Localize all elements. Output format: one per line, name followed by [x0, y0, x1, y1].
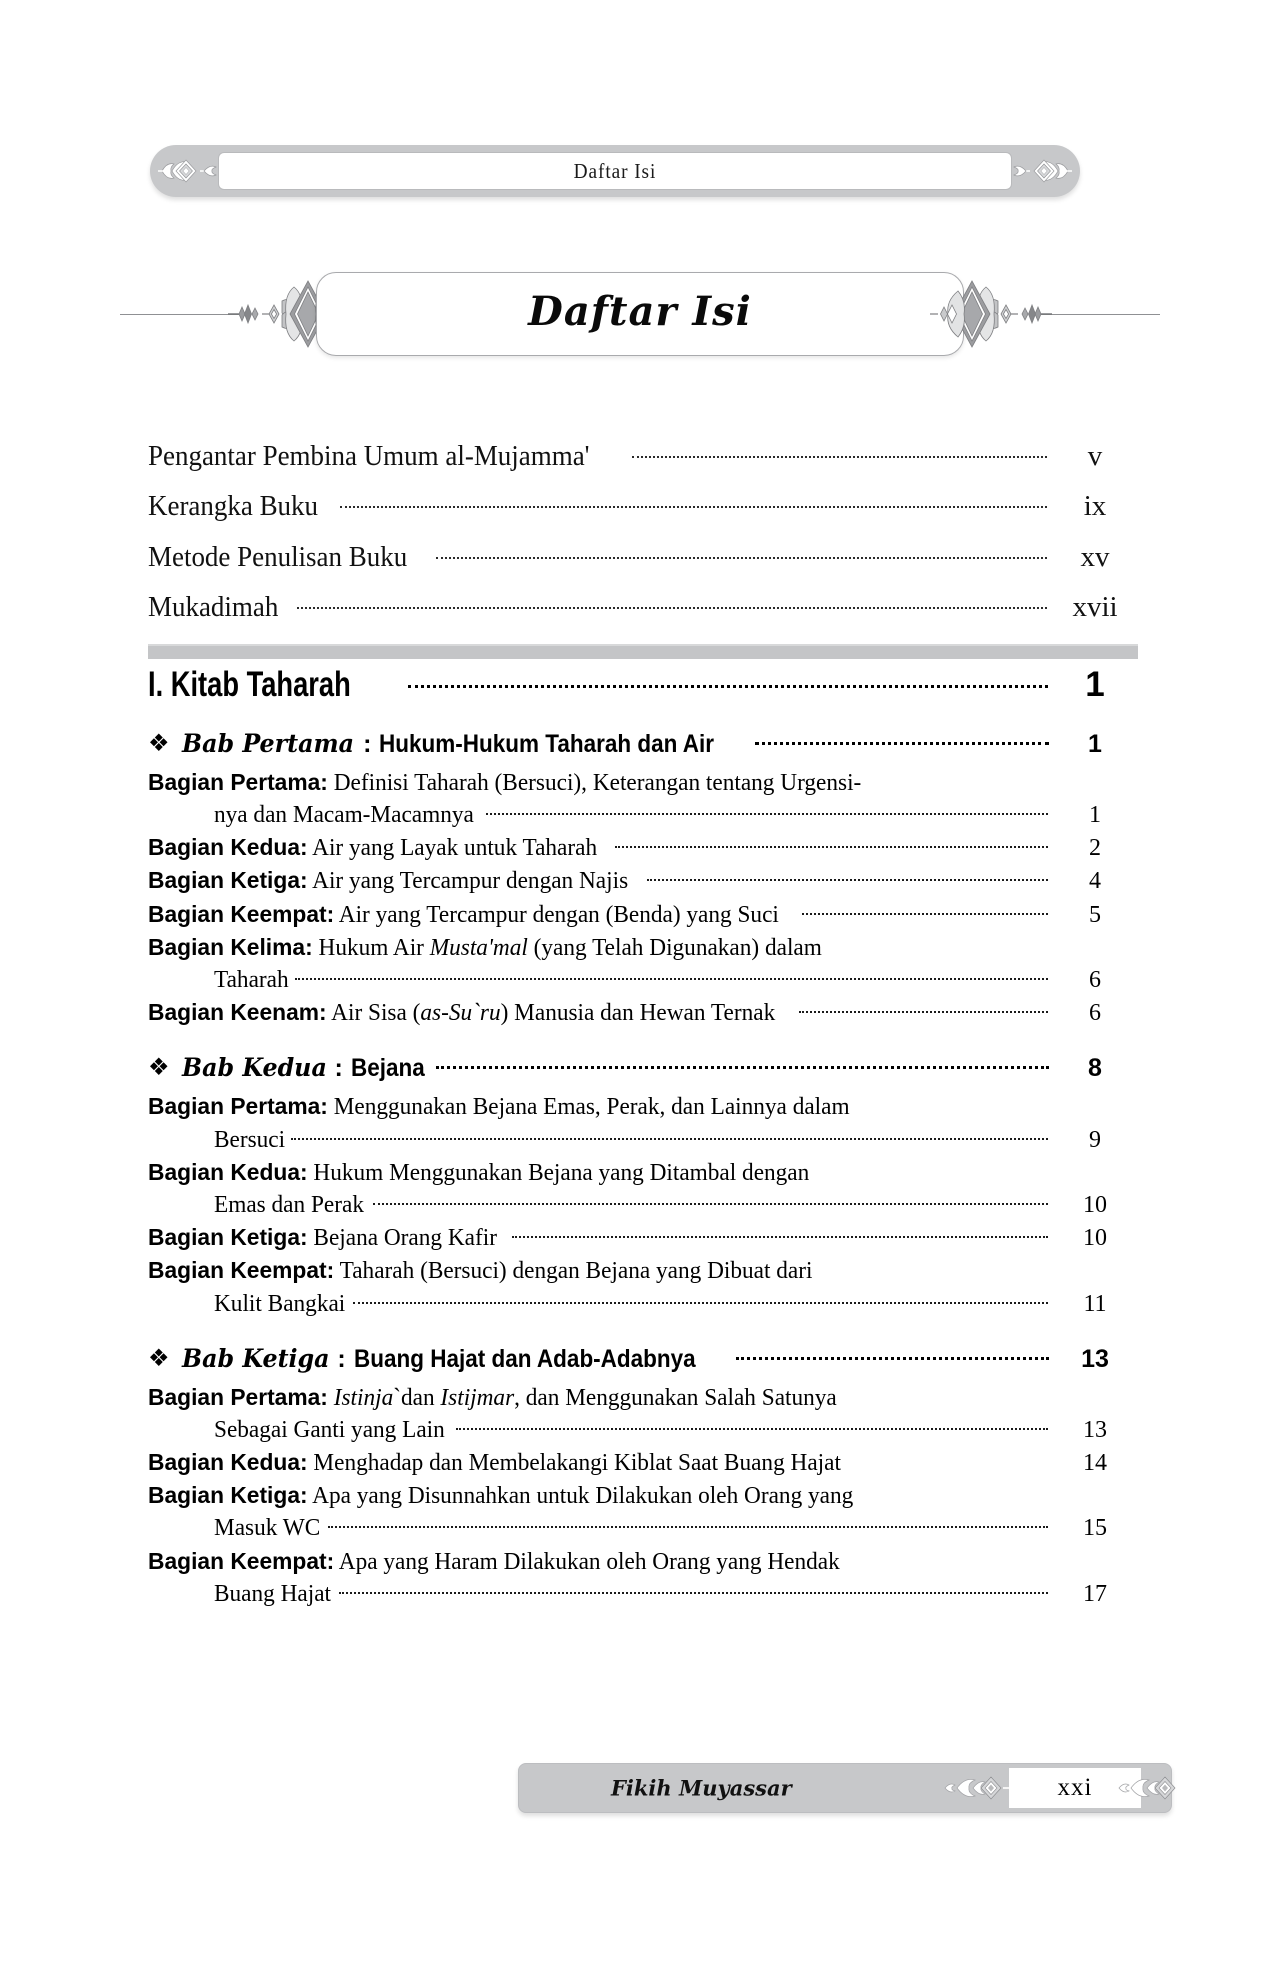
banner-rule-left	[120, 314, 240, 315]
chapter-page-number: 13	[1081, 1344, 1109, 1373]
title-plate	[316, 272, 964, 356]
banner-ornament-right-icon	[928, 271, 1056, 357]
chapter-name: Bab Ketiga	[182, 1343, 330, 1373]
footer-ornament-left-icon	[943, 1769, 1013, 1807]
leader-dots	[486, 813, 1048, 815]
leader-dots	[512, 1236, 1048, 1238]
header-title-plate	[218, 152, 1012, 190]
section-page-number: 17	[1083, 1580, 1107, 1607]
footer-page-number: xxi	[1057, 1774, 1093, 1801]
section-page-number: 14	[1083, 1450, 1107, 1477]
page-title: Daftar Isi	[528, 288, 752, 335]
section-title: Definisi Taharah (Bersuci), Keterangan tentang Urgensi-	[333, 769, 862, 796]
section-title: Air yang Layak untuk Taharah	[312, 835, 598, 862]
section-page-number: 9	[1089, 1126, 1101, 1153]
chapter-colon: :	[363, 729, 372, 758]
chapter-colon: :	[334, 1054, 343, 1083]
toc-section-entry[interactable]	[148, 899, 1138, 931]
section-label: Bagian Kelima:	[148, 933, 313, 960]
section-title-continued: Bersuci	[214, 1126, 286, 1153]
leader-dots	[340, 506, 1047, 508]
front-matter-label: Mukadimah	[148, 591, 279, 624]
section-title: Air yang Tercampur dengan Najis	[312, 868, 629, 895]
section-line-primary	[148, 1157, 1138, 1189]
section-title: Menggunakan Bejana Emas, Perak, dan Lainnya dalam	[333, 1094, 850, 1121]
section-title-continued: nya dan Macam-Macamnya	[214, 802, 474, 829]
chapter-list	[148, 729, 1138, 1610]
toc-section-entry[interactable]	[148, 997, 1138, 1029]
section-line-continuation	[148, 965, 1138, 996]
section-title: Apa yang Haram Dilakukan oleh Orang yang Hendak	[338, 1548, 840, 1575]
section-line-continuation	[148, 800, 1138, 831]
section-page-number: 1	[1089, 802, 1101, 829]
running-header	[150, 145, 1080, 197]
chapter-bullet-icon: ❖	[148, 1055, 170, 1082]
section-page-number: 15	[1083, 1515, 1107, 1542]
chapter-page-number: 8	[1088, 1054, 1102, 1083]
section-label: Bagian Pertama:	[148, 768, 328, 795]
section-label: Bagian Pertama:	[148, 1093, 328, 1120]
chapter-page-number: 1	[1088, 729, 1102, 758]
part-separator-bar	[148, 644, 1138, 659]
part-label: I. Kitab Taharah	[148, 664, 351, 704]
header-ornament-right-icon	[1008, 151, 1074, 191]
footer-book-title: Fikih Muyassar	[611, 1775, 792, 1801]
leader-dots	[755, 742, 1049, 745]
toc-section-entry[interactable]	[148, 767, 1138, 831]
leader-dots	[408, 685, 1048, 688]
section-title-continued: Buang Hajat	[214, 1580, 332, 1607]
toc-section-entry[interactable]	[148, 1382, 1138, 1446]
front-matter-page-number: xv	[1080, 540, 1110, 573]
section-label: Bagian Kedua:	[148, 1158, 308, 1185]
toc-section-entry[interactable]	[148, 1255, 1138, 1319]
leader-dots	[615, 846, 1048, 848]
chapter-bullet-icon: ❖	[148, 1345, 170, 1372]
leader-dots	[802, 913, 1048, 915]
table-of-contents	[148, 440, 1138, 1611]
section-title: Air yang Tercampur dengan (Benda) yang Suci	[338, 901, 779, 928]
toc-chapter-entry[interactable]	[148, 1053, 1138, 1083]
section-line-primary	[148, 832, 1138, 864]
toc-section-entry[interactable]	[148, 1222, 1138, 1254]
header-title: Daftar Isi	[573, 158, 657, 183]
toc-section-entry[interactable]	[148, 1546, 1138, 1610]
section-page-number: 6	[1089, 1000, 1101, 1027]
section-title: Apa yang Disunnahkan untuk Dilakukan oleh Orang yang	[312, 1483, 854, 1510]
section-label: Bagian Keempat:	[148, 900, 335, 927]
leader-dots	[295, 978, 1048, 980]
banner-rule-right	[1040, 314, 1160, 315]
section-page-number: 13	[1083, 1416, 1107, 1443]
section-title: Taharah (Bersuci) dengan Bejana yang Dibuat dari	[339, 1258, 813, 1285]
section-line-primary	[148, 997, 1138, 1029]
leader-dots	[456, 1428, 1048, 1430]
page-footer	[518, 1763, 1172, 1813]
section-line-primary	[148, 932, 1138, 964]
section-line-continuation	[148, 1190, 1138, 1221]
section-line-continuation	[148, 1415, 1138, 1446]
chapter-title: Hukum-Hukum Taharah dan Air	[379, 729, 715, 758]
leader-dots	[799, 1011, 1048, 1013]
section-line-primary	[148, 865, 1138, 897]
section-label: Bagian Keempat:	[148, 1547, 335, 1574]
section-title: Istinja`dan Istijmar, dan Menggunakan Salah Satunya	[333, 1384, 837, 1411]
section-line-primary	[148, 1222, 1138, 1254]
section-page-number: 11	[1083, 1290, 1107, 1317]
section-title-continued: Sebagai Ganti yang Lain	[214, 1416, 445, 1443]
header-ornament-left-icon	[156, 151, 222, 191]
section-title: Menghadap dan Membelakangi Kiblat Saat Buang Hajat	[313, 1450, 841, 1477]
leader-dots	[436, 557, 1047, 559]
toc-section-entry[interactable]	[148, 1447, 1138, 1479]
chapter-colon: :	[337, 1344, 346, 1373]
section-label: Bagian Ketiga:	[148, 1224, 308, 1251]
section-page-number: 10	[1083, 1191, 1107, 1218]
chapter-bullet-icon: ❖	[148, 730, 170, 757]
toc-section-entry[interactable]	[148, 1480, 1138, 1544]
leader-dots	[353, 1302, 1048, 1304]
section-title-continued: Taharah	[214, 967, 289, 993]
toc-section-entry[interactable]	[148, 832, 1138, 864]
front-matter-page-number: v	[1087, 440, 1103, 472]
section-line-continuation	[148, 1579, 1138, 1610]
section-title-continued: Kulit Bangkai	[214, 1290, 346, 1317]
section-title: Air Sisa (as-Su`ru) Manusia dan Hewan Ternak	[331, 1000, 776, 1027]
section-page-number: 6	[1089, 967, 1101, 993]
title-banner	[120, 258, 1160, 370]
section-line-primary	[148, 1255, 1138, 1287]
toc-section-entry[interactable]	[148, 1157, 1138, 1221]
section-page-number: 5	[1089, 901, 1101, 928]
front-matter-label: Metode Penulisan Buku	[148, 540, 408, 573]
front-matter-page-number: xvii	[1072, 591, 1118, 624]
section-title: Bejana Orang Kafir	[313, 1225, 497, 1252]
toc-front-matter-entry[interactable]	[148, 541, 1138, 573]
part-page-number: 1	[1085, 664, 1105, 704]
section-title: Hukum Air Musta'mal (yang Telah Digunakan) dalam	[318, 934, 822, 961]
toc-front-matter-entry[interactable]	[148, 440, 1138, 472]
toc-part-entry[interactable]	[148, 665, 1138, 705]
section-label: Bagian Ketiga:	[148, 867, 308, 894]
section-title-continued: Masuk WC	[214, 1515, 321, 1542]
section-line-primary	[148, 767, 1138, 799]
section-page-number: 10	[1083, 1225, 1107, 1252]
leader-dots	[328, 1526, 1048, 1528]
section-line-continuation	[148, 1513, 1138, 1544]
section-line-primary	[148, 1091, 1138, 1123]
section-line-continuation	[148, 1289, 1138, 1320]
section-title-continued: Emas dan Perak	[214, 1191, 364, 1218]
leader-dots	[632, 456, 1047, 458]
leader-dots	[436, 1066, 1049, 1069]
leader-dots	[339, 1592, 1048, 1594]
toc-front-matter-entry[interactable]	[148, 490, 1138, 522]
section-label: Bagian Pertama:	[148, 1383, 328, 1410]
section-line-primary	[148, 1447, 1138, 1479]
section-label: Bagian Kedua:	[148, 1449, 308, 1476]
section-title: Hukum Menggunakan Bejana yang Ditambal dengan	[313, 1159, 810, 1186]
front-matter-label: Pengantar Pembina Umum al-Mujamma'	[148, 440, 590, 472]
chapter-name: Bab Pertama	[182, 728, 355, 758]
toc-section-entry[interactable]	[148, 865, 1138, 897]
toc-chapter-entry[interactable]	[148, 1344, 1138, 1374]
toc-chapter-entry[interactable]	[148, 729, 1138, 759]
front-matter-page-number: ix	[1083, 490, 1107, 523]
front-matter-list	[148, 440, 1138, 624]
chapter-name: Bab Kedua	[182, 1053, 327, 1083]
leader-dots	[291, 1138, 1048, 1140]
section-line-primary	[148, 1546, 1138, 1578]
chapter-title: Bejana	[350, 1054, 425, 1083]
chapter-title: Buang Hajat dan Adab-Adabnya	[353, 1344, 696, 1373]
section-page-number: 4	[1089, 868, 1101, 895]
section-line-primary	[148, 1480, 1138, 1512]
toc-front-matter-entry[interactable]	[148, 591, 1138, 623]
section-page-number: 2	[1089, 835, 1101, 862]
leader-dots	[297, 607, 1047, 609]
section-label: Bagian Keempat:	[148, 1257, 335, 1284]
section-line-primary	[148, 1382, 1138, 1414]
front-matter-label: Kerangka Buku	[148, 490, 319, 523]
section-label: Bagian Kedua:	[148, 834, 308, 861]
leader-dots	[373, 1203, 1048, 1205]
leader-dots	[647, 879, 1048, 881]
leader-dots	[736, 1357, 1049, 1360]
section-label: Bagian Keenam:	[148, 999, 327, 1026]
section-line-continuation	[148, 1125, 1138, 1156]
toc-section-entry[interactable]	[148, 1091, 1138, 1155]
toc-section-entry[interactable]	[148, 932, 1138, 996]
section-label: Bagian Ketiga:	[148, 1482, 308, 1509]
footer-ornament-right-icon	[1117, 1769, 1187, 1807]
section-line-primary	[148, 899, 1138, 931]
